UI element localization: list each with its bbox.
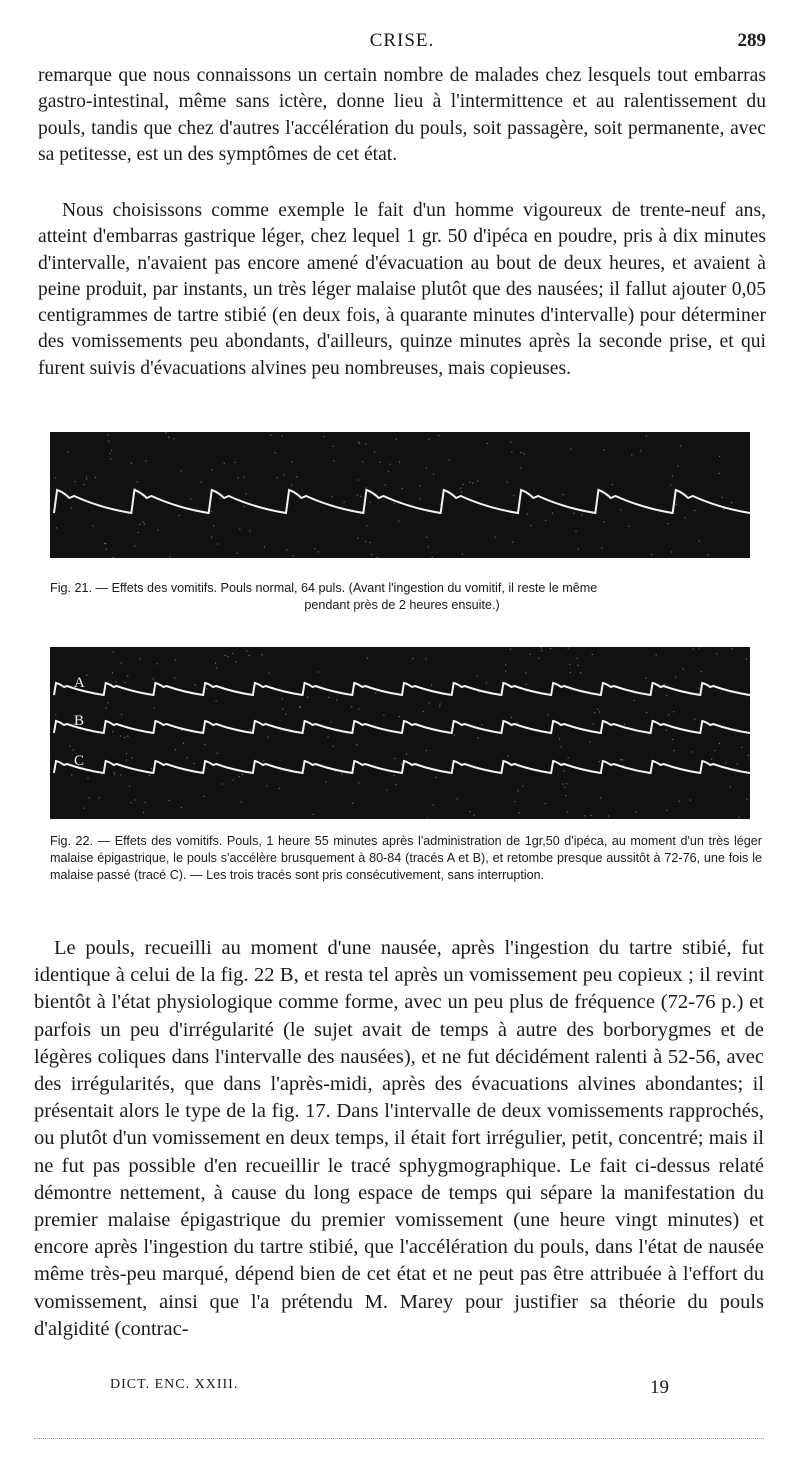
figure-22-pulse-tracings [50, 647, 750, 819]
figure-21-caption-line-2: pendant près de 2 heures ensuite.) [304, 598, 500, 612]
signature-mark: DICT. ENC. XXIII. [110, 1377, 239, 1392]
figure-22-trace-a [54, 683, 750, 695]
figure-22-label-c: C [74, 753, 85, 769]
paragraph-1: remarque que nous connaissons un certain nombre de malades chez lesquels tout embarras gastro-intestinal, même sans ictère, donne lieu à l'intermittence et au ralentissement du pouls, tandis que chez d'autres l'accélération du pouls, soit passagère, soit permanente, avec sa petitesse, est un des symptômes de cet état. [38, 65, 766, 165]
sheet-number: 19 [650, 1377, 669, 1398]
figure-22-caption: Fig. 22. — Effets des vomitifs. Pouls, 1 heure 55 minutes après l'administration de 1gr,50 d'ipéca, au moment d'un très léger malaise épigastrique, le pouls s'accélère brusquement à 80-84 (tracés A et B), et retombe presque aussitôt à 72-76, une fois le malaise passé (tracé C). — Les trois tracés sont pris consécutivement, sans interruption. [50, 834, 762, 882]
figure-21-pulse-tracing [50, 432, 750, 558]
figure-22-trace-b [54, 721, 750, 733]
figure-22-label-b: B [74, 713, 85, 729]
figure-21-pulse-trace [54, 490, 750, 513]
figure-22-label-a: A [74, 675, 85, 691]
page-number: 289 [737, 30, 766, 51]
figure-21-caption [50, 580, 754, 614]
running-header [38, 30, 766, 54]
figure-21-caption-line-1: Fig. 21. — Effets des vomitifs. Pouls normal, 64 puls. (Avant l'ingestion du vomitif, il reste le même [50, 581, 598, 595]
running-title: CRISE. [369, 30, 435, 51]
plate-speckle [55, 432, 732, 558]
paragraph-2: Nous choisissons comme exemple le fait d'un homme vigoureux de trente-neuf ans, atteint d'embarras gastrique léger, chez lequel 1 gr. 50 d'ipéca en poudre, pris à dix minutes d'intervalle, n'avaient pas encore amené d'évacuation au bout de deux heures, et avaient à peine produit, par instants, un très léger malaise plutôt que des nausées; il fallut ajouter 0,05 centigrammes de tartre stibié (en deux fois, à quarante minutes d'intervalle) pour déterminer des vomissements peu abondants, d'ailleurs, quinze minutes après la seconde prise, et qui furent suivis d'évacuations alvines peu nombreuses, mais copieuses. [38, 200, 766, 379]
page-footer [110, 1377, 710, 1401]
figure-22-trace-c [54, 761, 750, 773]
figure-22-svg [50, 647, 750, 819]
paragraph-3: Le pouls, recueilli au moment d'une nausée, après l'ingestion du tartre stibié, fut identique à celui de la fig. 22 B, et resta tel après un vomissement peu copieux ; il revint bientôt à l'état physiologique comme forme, avec un peu plus de fréquence (72-76 p.) et parfois un peu d'irrégularité (le sujet avait de temps à autre des borborygmes et de légères coliques dans l'intervalle des nausées), et ne fut décidément ralenti à 52-56, avec des irrégularités, que dans l'après-midi, après des évacuations alvines abondantes; il présentait alors le type de la fig. 17. Dans l'intervalle de deux vomissements rapprochés, ou plutôt d'un vomissement en deux temps, il était fort irrégulier, petit, concentré; mais il ne fut pas possible d'en recueillir le tracé sphygmographique. Le fait ci-dessus relaté démontre nettement, à cause du long espace de temps qui sépare la manifestation du premier malaise épigastrique du premier vomissement (une heure vingt minutes) et encore après l'ingestion du tartre stibié, que l'accélération du pouls, dans l'état de nausée même très-peu marqué, dépend bien de cet état et ne peut pas être attribuée à l'effort du vomissement, ainsi que l'a prétendu M. Marey pour justifier sa théorie du pouls d'algidité (contrac- [34, 937, 764, 1340]
figure-21-svg [50, 432, 750, 558]
bottom-dotted-rule [34, 1438, 764, 1439]
